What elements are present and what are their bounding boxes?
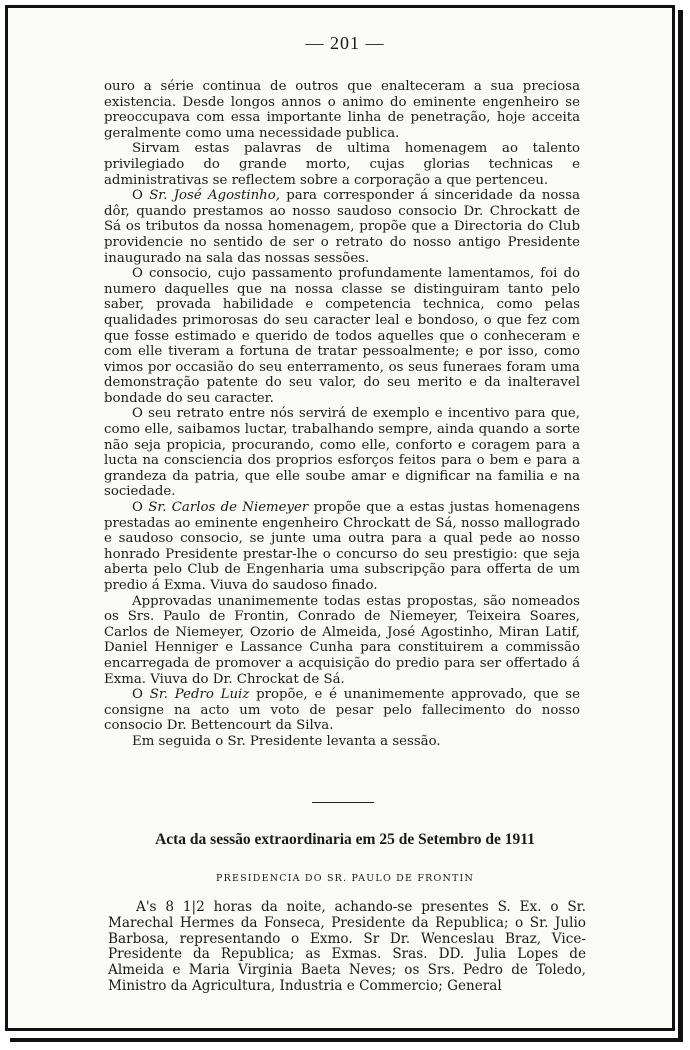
speaker-name: Sr. José Agostinho, <box>149 188 280 204</box>
presidency-line: PRESIDENCIA DO SR. PAULO DE FRONTIN <box>216 873 474 884</box>
acta-title: Acta da sessão extraordinaria em 25 de Setembro de 1911 <box>155 831 535 848</box>
section-divider <box>312 802 374 803</box>
paragraph-6: O Sr. Carlos de Niemeyer propõe que a estas justas homenagens prestadas ao eminente engenheiro Chrockatt de Sá, nosso mallogrado e saudoso consocio, se junte uma outra para a qual pede ao nosso honrado Presidente prestar-lhe o concurso do seu prestigio: que seja aberta pelo Club de Engenharia uma subscripção para offerta de um predio á Exma. Viuva do saudoso finado. <box>104 500 580 593</box>
page-number: — 201 — <box>305 33 385 53</box>
speaker-name: Sr. Pedro Luiz <box>149 687 250 703</box>
paragraph-8: O Sr. Pedro Luiz propõe, e é unanimemente approvado, que se consigne na acto um voto de pesar pelo fallecimento do nosso consocio Dr. Bettencourt da Silva. <box>104 687 580 734</box>
paragraph-3: O Sr. José Agostinho, para corresponder á sinceridade da nossa dôr, quando prestamos ao nosso saudoso consocio Dr. Chrockatt de Sá os tributos da nossa homenagem, propõe que a Directoria do Club providencie no sentido de ser o retrato do nosso antigo Presidente inaugurado na sala das nossas sessões. <box>104 188 580 266</box>
paragraph-5: O seu retrato entre nós servirá de exemplo e incentivo para que, como elle, saibamos luctar, trabalhando sempre, ainda quando a sorte não seja propicia, procurando, como elle, conforto e coragem para a lucta na consciencia dos proprios esforços feitos para o bem e para a grandeza da patria, que elle soube amar e dignificar na familia e na sociedade. <box>104 406 580 500</box>
paragraph-2: Sirvam estas palavras de ultima homenagem ao talento privilegiado do grande morto, cujas glorias technicas e administrativas se reflectem sobre a corporação a que pertenceu. <box>104 141 580 188</box>
acta-paragraph: A's 8 1|2 horas da noite, achando-se presentes S. Ex. o Sr. Marechal Hermes da Fonseca, Presidente da Republica; o Sr. Julio Barbosa, representando o Exmo. Sr Dr. Wenceslau Braz, Vice-Presidente da Republica; as Exmas. Sras. DD. Julia Lopes de Almeida e Maria Virginia Baeta Neves; os Srs. Pedro de Toledo, Ministro da Agricultura, Industria e Commercio; General <box>108 899 586 994</box>
acta-body <box>108 900 586 995</box>
paragraph-1: ouro a série continua de outros que enalteceram a sua preciosa existencia. Desde longos annos o animo do eminente engenheiro se preoccupava com essa importante linha de penetração, hoje acceita geralmente como uma necessidade publica. <box>104 79 580 141</box>
speaker-name: Sr. Carlos de Niemeyer <box>148 500 309 516</box>
paragraph-7: Approvadas unanimemente todas estas propostas, são nomeados os Srs. Paulo de Frontin, Conrado de Niemeyer, Teixeira Soares, Carlos de Niemeyer, Ozorio de Almeida, José Agostinho, Miran Latif, Daniel Henniger e Lassance Cunha para constituirem a commissão encarregada de promover a acquisição do predio para ser offertado á Exma. Viuva do Dr. Chrockat de Sá. <box>104 593 580 687</box>
minutes-body <box>104 79 580 750</box>
paragraph-4: O consocio, cujo passamento profundamente lamentamos, foi do numero daquelles que na nossa classe se distinguiram tanto pelo saber, provada habilidade e competencia technica, como pelas qualidades primorosas do seu caracter leal e bondoso, o que fez com que fosse estimado e querido de todos aquelles que o conheceram e com elle tiveram a fortuna de tratar pessoalmente; e por isso, como vimos por occasião do seu enterramento, os seus funeraes foram uma demonstração patente do seu valor, do seu merito e da inalteravel bondade do seu caracter. <box>104 266 580 406</box>
paragraph-9: Em seguida o Sr. Presidente levanta a sessão. <box>132 733 441 749</box>
